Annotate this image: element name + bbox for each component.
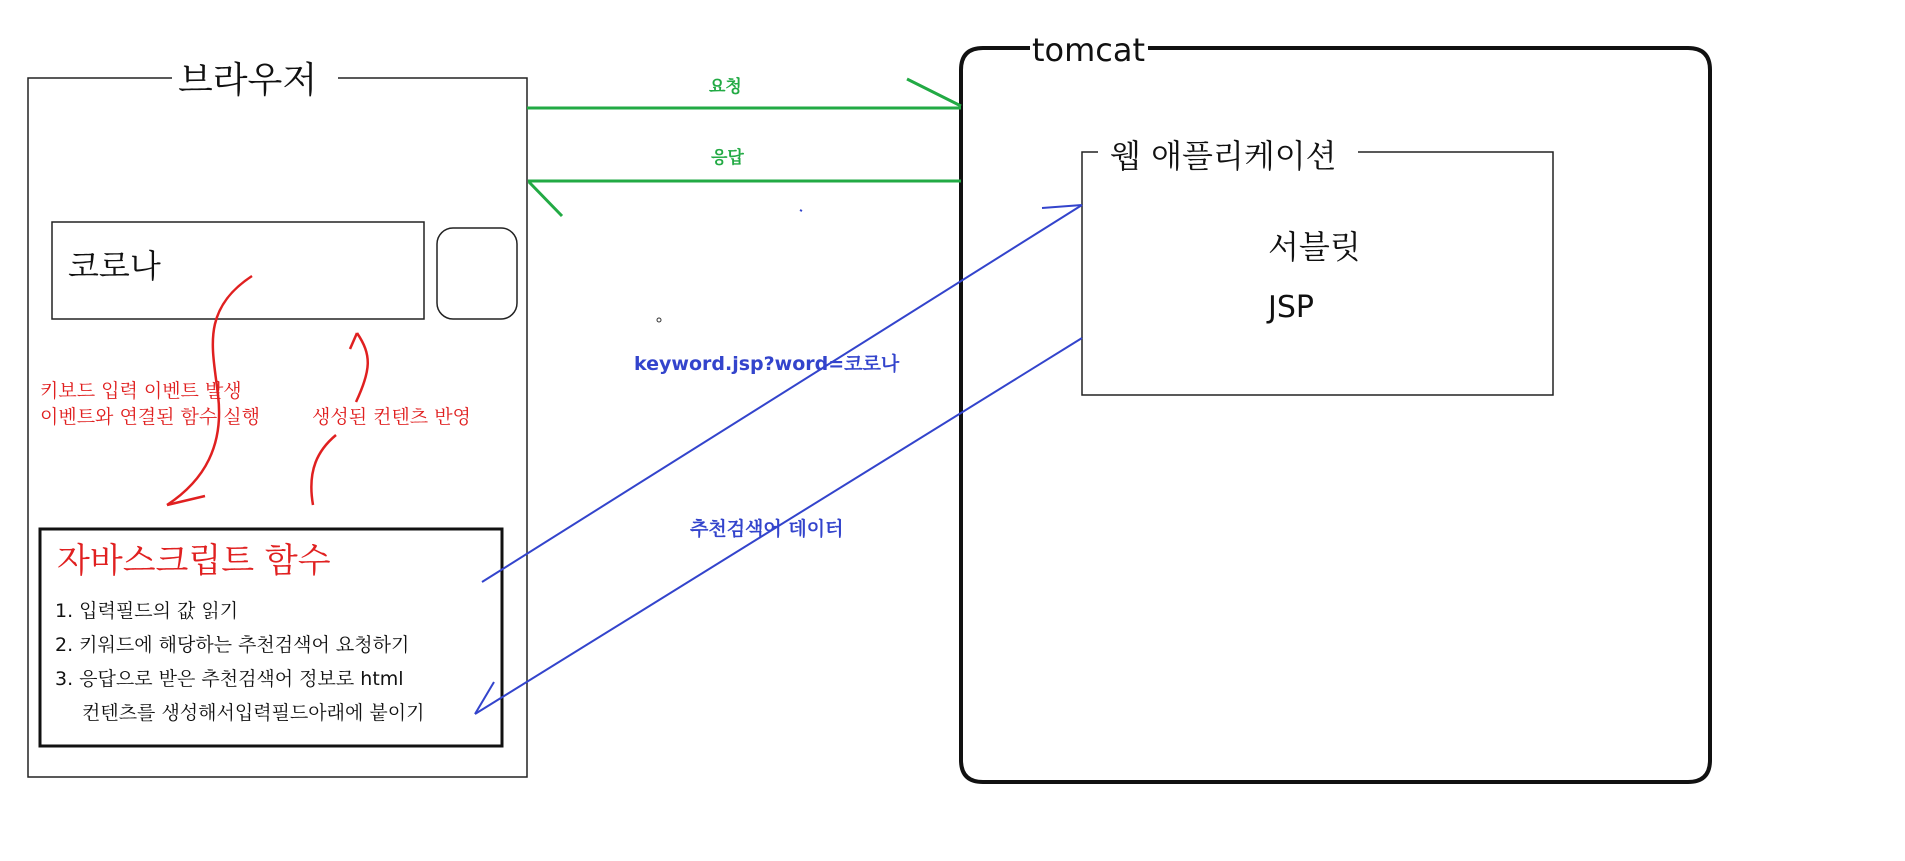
js-step-2: 2. 키워드에 해당하는 추천검색어 요청하기 xyxy=(55,634,410,656)
js-step-3: 3. 응답으로 받은 추천검색어 정보로 html xyxy=(55,668,404,690)
reflect-content-note: 생성된 컨텐츠 반영 xyxy=(312,406,471,428)
js-step-1: 1. 입력필드의 값 읽기 xyxy=(55,600,239,622)
js-function-title: 자바스크립트 함수 xyxy=(57,541,331,581)
request-arrowhead xyxy=(907,79,961,106)
browser-title: 브라우저 xyxy=(178,60,318,101)
servlet-label: 서블릿 xyxy=(1268,228,1361,266)
keyboard-event-note: 키보드 입력 이벤트 발생 xyxy=(40,380,242,402)
jsp-label: JSP xyxy=(1268,290,1314,325)
reflect-flow-arrowhead xyxy=(350,333,357,349)
search-input-value: 코로나 xyxy=(68,247,161,285)
request-label: 요청 xyxy=(709,77,742,97)
search-button-box xyxy=(437,228,517,319)
stray-mark xyxy=(657,318,661,322)
keyword-request-arrowhead xyxy=(1042,205,1082,208)
webapp-frame xyxy=(1082,152,1553,395)
tomcat-title: tomcat xyxy=(1032,31,1146,69)
response-label: 응답 xyxy=(711,148,744,168)
response-arrowhead xyxy=(529,182,562,216)
js-step-3-continued: 컨텐츠를 생성해서입력필드아래에 붙이기 xyxy=(82,702,425,724)
webapp-title: 웹 애플리케이션 xyxy=(1110,137,1337,175)
recommend-data-label: 추천검색어 데이터 xyxy=(690,518,844,540)
stray-dot xyxy=(800,210,802,211)
call-function-note: 이벤트와 연결된 함수 실행 xyxy=(40,406,261,428)
keyword-url-label: keyword.jsp?word=코로나 xyxy=(634,353,900,375)
